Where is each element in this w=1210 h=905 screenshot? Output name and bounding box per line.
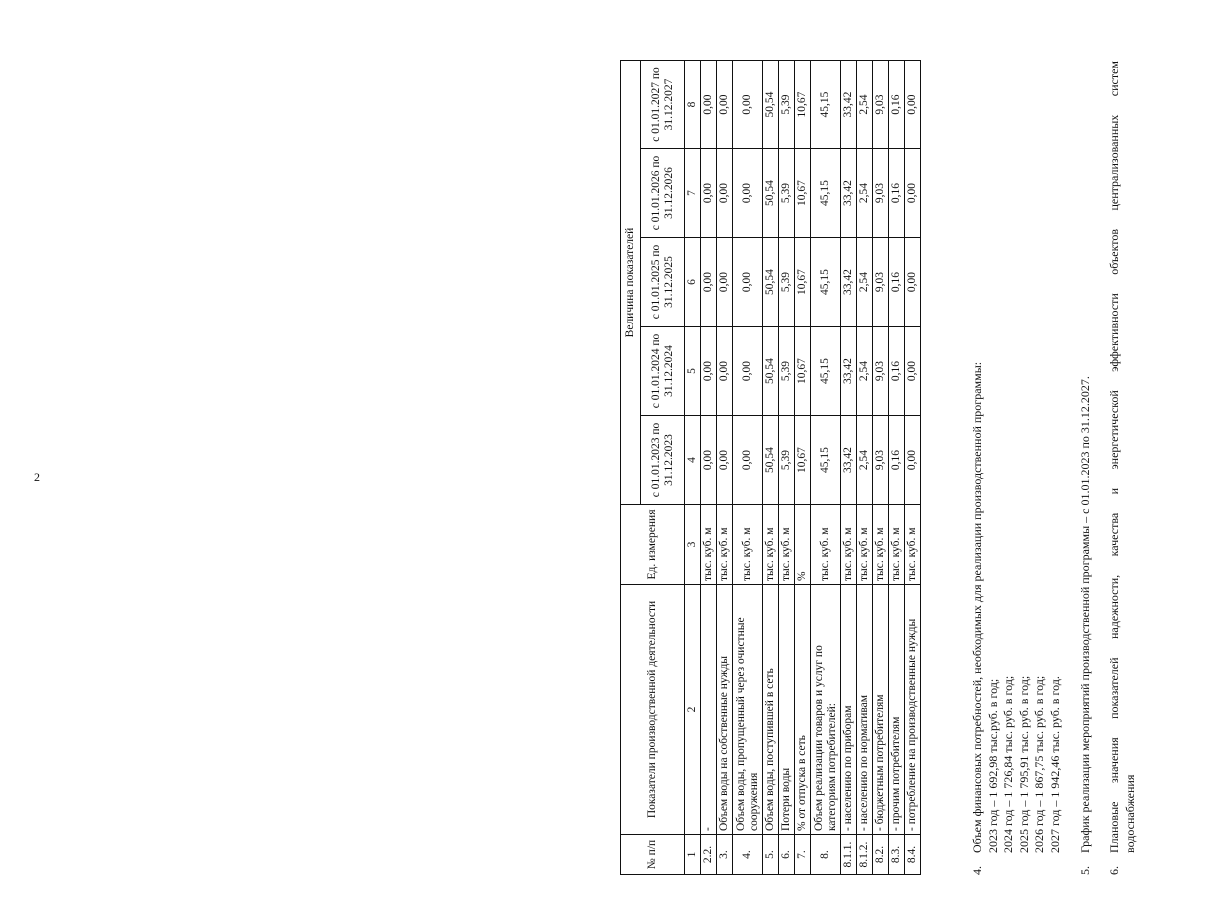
note-item-6 — [1107, 61, 1123, 875]
row-value: 0,00 — [733, 416, 763, 505]
row-value: 9,03 — [873, 327, 889, 416]
index-cell: 3 — [685, 505, 701, 585]
row-value: 10,67 — [795, 416, 811, 505]
row-indicator: - — [701, 585, 717, 835]
row-value: 0,16 — [889, 238, 905, 327]
finance-line: 2026 год – 1 867,75 тыс. руб. в год; — [1032, 675, 1047, 853]
note-number: 5. — [1077, 866, 1092, 875]
finance-line: 2027 год – 1 942,46 тыс. руб. в год. — [1047, 676, 1062, 853]
row-indicator: - бюджетным потребителям — [873, 585, 889, 835]
row-value: 0,00 — [905, 327, 921, 416]
row-value: 0,00 — [717, 416, 733, 505]
row-value: 0,00 — [717, 149, 733, 238]
table-row — [795, 61, 811, 875]
row-value: 5,39 — [779, 61, 795, 149]
row-indicator: - прочим потребителям — [889, 585, 905, 835]
index-row — [685, 61, 701, 875]
table-row — [763, 61, 779, 875]
table-row — [811, 61, 841, 875]
index-cell: 7 — [685, 149, 701, 238]
row-value: 45,15 — [811, 61, 841, 149]
row-indicator: - населению по нормативам — [857, 585, 873, 835]
index-cell: 4 — [685, 416, 701, 505]
finance-line: 2025 год – 1 795,91 тыс. руб. в год; — [1016, 675, 1031, 853]
note-number: 6. — [1107, 866, 1122, 875]
row-num: 8.2. — [873, 835, 889, 875]
row-unit: тыс. куб. м — [763, 505, 779, 585]
row-unit: тыс. куб. м — [717, 505, 733, 585]
row-value: 0,00 — [733, 149, 763, 238]
row-value: 50,54 — [763, 416, 779, 505]
row-value: 33,42 — [841, 61, 857, 149]
row-value: 50,54 — [763, 238, 779, 327]
row-value: 0,00 — [701, 149, 717, 238]
note-text: Плановые значения показателей надежности, качества и энергетической эффективности объектов централизованных систем — [1107, 61, 1122, 853]
row-num: 6. — [779, 835, 795, 875]
row-value: 9,03 — [873, 61, 889, 149]
row-value: 50,54 — [763, 61, 779, 149]
header-values-group: Величина показателей — [621, 61, 641, 505]
table-row — [873, 61, 889, 875]
row-value: 33,42 — [841, 238, 857, 327]
note-text-continuation: водоснабжения — [1122, 774, 1137, 853]
row-num: 7. — [795, 835, 811, 875]
row-value: 10,67 — [795, 327, 811, 416]
row-value: 0,00 — [733, 238, 763, 327]
row-unit: тыс. куб. м — [857, 505, 873, 585]
row-value: 0,00 — [905, 149, 921, 238]
index-cell: 6 — [685, 238, 701, 327]
table-row — [889, 61, 905, 875]
table-row — [779, 61, 795, 875]
row-value: 2,54 — [857, 149, 873, 238]
finance-line: 2023 год – 1 692,98 тыс.руб. в год; — [985, 678, 1000, 853]
table-row — [701, 61, 717, 875]
row-value: 0,00 — [701, 416, 717, 505]
note-number: 4. — [970, 866, 984, 875]
row-value: 2,54 — [857, 327, 873, 416]
header-period: с 01.01.2025 по 31.12.2025 — [641, 238, 685, 327]
header-period: с 01.01.2023 по 31.12.2023 — [641, 416, 685, 505]
table-row — [733, 61, 763, 875]
row-value: 5,39 — [779, 416, 795, 505]
row-indicator: Объем воды, пропущенный через очистные сооружения — [733, 585, 763, 835]
row-indicator: - потребление на производственные нужды — [905, 585, 921, 835]
header-indicator: Показатели производственной деятельности — [621, 585, 685, 835]
row-unit: тыс. куб. м — [873, 505, 889, 585]
page-number: 2 — [34, 470, 40, 484]
row-value: 0,16 — [889, 416, 905, 505]
row-value: 50,54 — [763, 149, 779, 238]
row-value: 0,00 — [717, 61, 733, 149]
row-value: 0,00 — [905, 61, 921, 149]
row-indicator: Объем реализации товаров и услуг по категориям потребителей: — [811, 585, 841, 835]
row-value: 45,15 — [811, 238, 841, 327]
notes-section — [970, 61, 1138, 875]
row-num: 8.3. — [889, 835, 905, 875]
table-row — [905, 61, 921, 875]
finance-line: 2024 год – 1 726,84 тыс. руб. в год; — [1001, 675, 1016, 853]
row-indicator: - населению по приборам — [841, 585, 857, 835]
row-unit: тыс. куб. м — [701, 505, 717, 585]
index-cell: 2 — [685, 585, 701, 835]
rotated-content — [620, 15, 1210, 875]
row-unit: тыс. куб. м — [889, 505, 905, 585]
row-unit: тыс. куб. м — [733, 505, 763, 585]
table-row — [841, 61, 857, 875]
row-indicator: Потери воды — [779, 585, 795, 835]
row-num: 8.4. — [905, 835, 921, 875]
row-value: 0,00 — [701, 61, 717, 149]
row-value: 0,00 — [733, 61, 763, 149]
row-value: 0,00 — [905, 238, 921, 327]
row-value: 45,15 — [811, 327, 841, 416]
row-value: 2,54 — [857, 238, 873, 327]
row-num: 5. — [763, 835, 779, 875]
row-value: 45,15 — [811, 416, 841, 505]
row-value: 33,42 — [841, 327, 857, 416]
note-item-5 — [1078, 61, 1094, 875]
header-period: с 01.01.2026 по 31.12.2026 — [641, 149, 685, 238]
row-value: 0,16 — [889, 149, 905, 238]
row-value: 9,03 — [873, 149, 889, 238]
row-num: 8.1.1. — [841, 835, 857, 875]
row-value: 0,00 — [717, 327, 733, 416]
row-num: 3. — [717, 835, 733, 875]
note-text: Объем финансовых потребностей, необходимых для реализации производственной программы: — [970, 361, 984, 853]
row-unit: % — [795, 505, 811, 585]
row-unit: тыс. куб. м — [841, 505, 857, 585]
row-value: 2,54 — [857, 61, 873, 149]
row-indicator: % от отпуска в сеть — [795, 585, 811, 835]
row-value: 0,00 — [905, 416, 921, 505]
index-cell: 1 — [685, 835, 701, 875]
row-value: 0,00 — [733, 327, 763, 416]
table-row — [857, 61, 873, 875]
index-cell: 8 — [685, 61, 701, 149]
row-value: 33,42 — [841, 416, 857, 505]
row-value: 0,00 — [701, 327, 717, 416]
note-text: График реализации мероприятий производственной программы – с 01.01.2023 по 31.12.2027. — [1077, 376, 1092, 853]
note-item-4 — [970, 61, 986, 875]
row-value: 0,00 — [717, 238, 733, 327]
row-value: 10,67 — [795, 149, 811, 238]
row-value: 0,16 — [889, 61, 905, 149]
row-value: 5,39 — [779, 149, 795, 238]
row-value: 50,54 — [763, 327, 779, 416]
index-cell: 5 — [685, 327, 701, 416]
row-indicator: Объем воды на собственные нужды — [717, 585, 733, 835]
row-value: 33,42 — [841, 149, 857, 238]
indicators-table — [620, 60, 921, 875]
row-unit: тыс. куб. м — [811, 505, 841, 585]
header-period: с 01.01.2024 по 31.12.2024 — [641, 327, 685, 416]
row-value: 5,39 — [779, 238, 795, 327]
row-value: 10,67 — [795, 238, 811, 327]
header-period: с 01.01.2027 по 31.12.2027 — [641, 61, 685, 149]
row-value: 9,03 — [873, 416, 889, 505]
header-unit: Ед. измерения — [621, 505, 685, 585]
row-value: 5,39 — [779, 327, 795, 416]
row-value: 0,16 — [889, 327, 905, 416]
row-num: 8.1.2. — [857, 835, 873, 875]
row-unit: тыс. куб. м — [779, 505, 795, 585]
row-value: 0,00 — [701, 238, 717, 327]
row-indicator: Объем воды, поступившей в сеть — [763, 585, 779, 835]
row-num: 2.2. — [701, 835, 717, 875]
row-value: 2,54 — [857, 416, 873, 505]
row-unit: тыс. куб. м — [905, 505, 921, 585]
row-num: 8. — [811, 835, 841, 875]
header-num: № п/п — [621, 835, 685, 875]
row-value: 45,15 — [811, 149, 841, 238]
table-body — [701, 61, 921, 875]
table-row — [717, 61, 733, 875]
row-value: 9,03 — [873, 238, 889, 327]
row-value: 10,67 — [795, 61, 811, 149]
row-num: 4. — [733, 835, 763, 875]
